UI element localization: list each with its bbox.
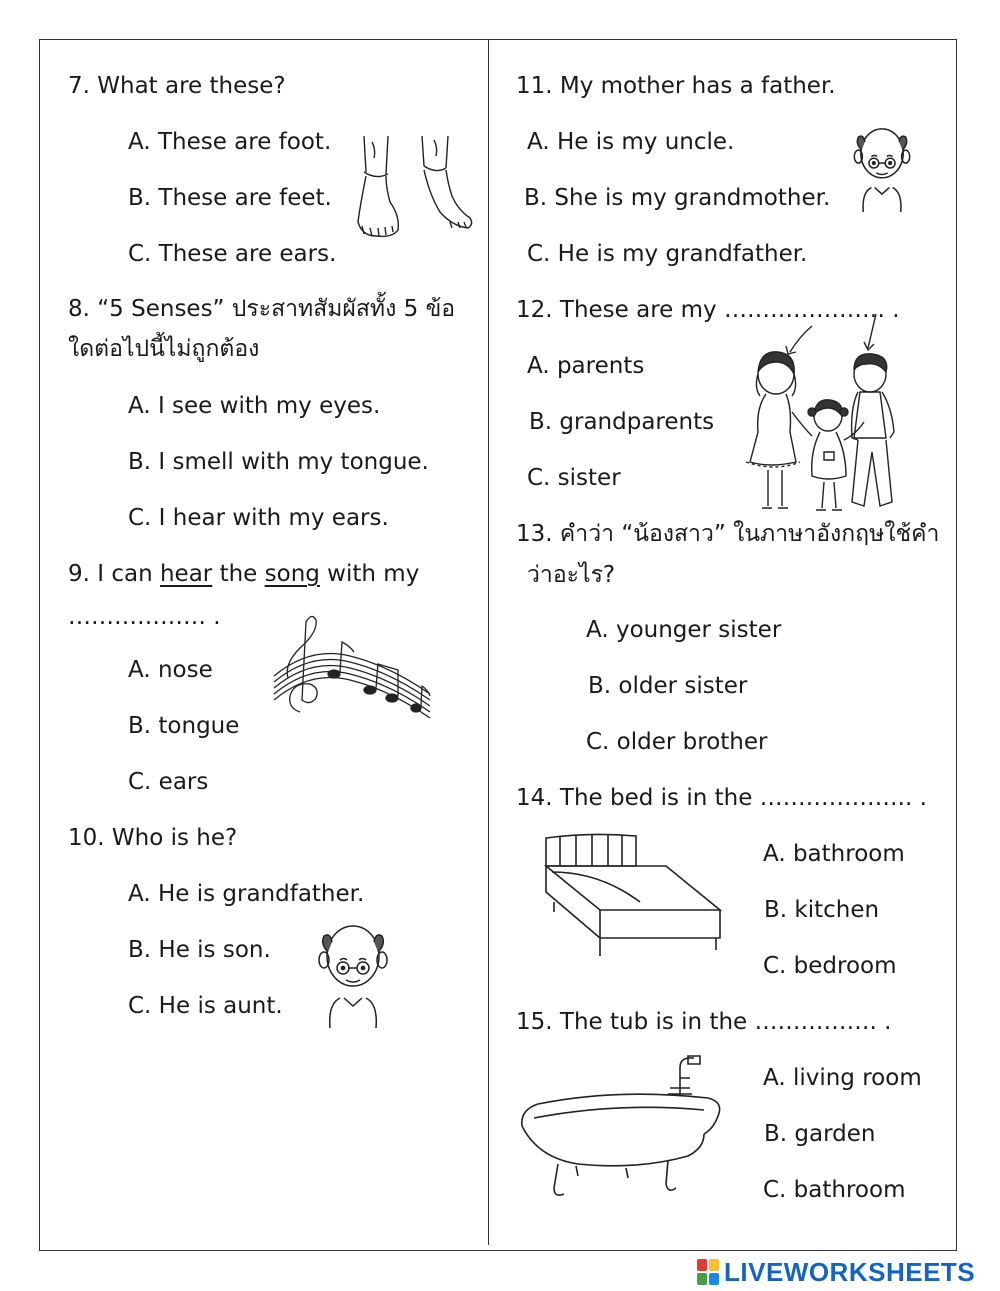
question-13-option-c[interactable]: C. older brother bbox=[586, 729, 768, 755]
question-12-option-a[interactable]: A. parents bbox=[527, 353, 645, 379]
question-9-text-part1: 9. I can bbox=[68, 561, 160, 587]
question-9-underlined-hear: hear bbox=[159, 561, 213, 587]
question-9-text bbox=[68, 561, 419, 589]
question-8-option-b[interactable]: B. I smell with my tongue. bbox=[128, 449, 429, 475]
question-13-text-line2: ว่าอะไร? bbox=[527, 562, 616, 588]
question-11-option-a[interactable]: A. He is my uncle. bbox=[527, 129, 735, 155]
question-15-option-b[interactable]: B. garden bbox=[764, 1121, 876, 1147]
family-illustration bbox=[740, 312, 918, 518]
grandfather-small-illustration bbox=[850, 124, 914, 212]
liveworksheets-logo[interactable] bbox=[697, 1258, 975, 1286]
question-15-option-a[interactable]: A. living room bbox=[763, 1065, 922, 1091]
question-7-option-a[interactable]: A. These are foot. bbox=[128, 129, 332, 155]
question-14-option-c[interactable]: C. bedroom bbox=[763, 953, 897, 979]
question-9-underlined-song: song bbox=[264, 561, 320, 587]
question-11-option-b[interactable]: B. She is my grandmother. bbox=[524, 185, 831, 211]
question-9-option-c[interactable]: C. ears bbox=[128, 769, 209, 795]
question-9-blank: ……………… . bbox=[68, 604, 221, 630]
question-10-option-a[interactable]: A. He is grandfather. bbox=[128, 881, 365, 907]
bathtub-illustration bbox=[518, 1054, 726, 1204]
feet-illustration bbox=[352, 136, 476, 244]
question-8-text-line2: ใดต่อไปนี้ไม่ถูกต้อง bbox=[68, 336, 260, 362]
question-12-option-c[interactable]: C. sister bbox=[527, 465, 621, 491]
question-13-option-b[interactable]: B. older sister bbox=[588, 673, 748, 699]
question-7-option-b[interactable]: B. These are feet. bbox=[128, 185, 332, 211]
question-8-option-c[interactable]: C. I hear with my ears. bbox=[128, 505, 389, 531]
question-10-option-c[interactable]: C. He is aunt. bbox=[128, 993, 283, 1019]
question-14-option-b[interactable]: B. kitchen bbox=[764, 897, 880, 923]
question-9-option-b[interactable]: B. tongue bbox=[128, 713, 240, 739]
question-9-text-part2: the bbox=[212, 561, 265, 587]
question-13-text-line1: 13. คำว่า “น้องสาว” ในภาษาอังกฤษใช้คำ bbox=[516, 521, 940, 547]
question-11-text: 11. My mother has a father. bbox=[516, 73, 836, 99]
grandfather-illustration bbox=[318, 920, 388, 1028]
question-10-option-b[interactable]: B. He is son. bbox=[128, 937, 271, 963]
bed-illustration bbox=[540, 832, 726, 962]
question-11-option-c[interactable]: C. He is my grandfather. bbox=[527, 241, 808, 267]
question-7-text: 7. What are these? bbox=[68, 73, 286, 99]
question-9-text-part3: with my bbox=[319, 561, 420, 587]
logo-square-yellow bbox=[709, 1259, 719, 1271]
music-notes-icon bbox=[270, 612, 434, 724]
logo-square-green bbox=[697, 1273, 707, 1285]
question-10-text: 10. Who is he? bbox=[68, 825, 238, 851]
question-9-option-a[interactable]: A. nose bbox=[128, 657, 213, 683]
question-14-option-a[interactable]: A. bathroom bbox=[763, 841, 905, 867]
question-15-option-c[interactable]: C. bathroom bbox=[763, 1177, 906, 1203]
column-divider bbox=[488, 39, 489, 1245]
liveworksheets-logo-icon bbox=[697, 1259, 719, 1285]
question-12-text: 12. These are my ………………… . bbox=[516, 297, 900, 323]
question-7-option-c[interactable]: C. These are ears. bbox=[128, 241, 337, 267]
liveworksheets-brand-text: LIVEWORKSHEETS bbox=[724, 1256, 976, 1287]
question-13-option-a[interactable]: A. younger sister bbox=[586, 617, 782, 643]
question-15-text: 15. The tub is in the ……………. . bbox=[516, 1009, 892, 1035]
question-8-text-line1: 8. “5 Senses” ประสาทสัมผัสทั้ง 5 ข้อ bbox=[68, 296, 456, 322]
question-14-text: 14. The bed is in the ……………….. . bbox=[516, 785, 927, 811]
logo-square-red bbox=[697, 1259, 707, 1271]
logo-square-blue bbox=[709, 1273, 719, 1285]
question-12-option-b[interactable]: B. grandparents bbox=[529, 409, 715, 435]
question-8-option-a[interactable]: A. I see with my eyes. bbox=[128, 393, 381, 419]
